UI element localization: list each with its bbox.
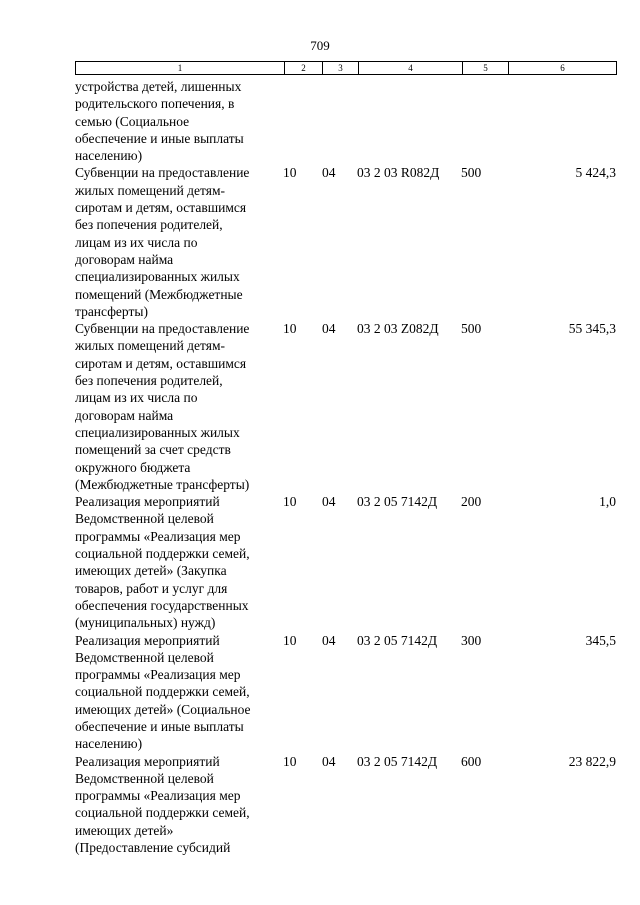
target-article-code: 03 2 05 7142Д (357, 632, 438, 648)
description-line: населению) (75, 736, 143, 752)
description-line: Ведомственной целевой (75, 511, 214, 527)
description-line: программы «Реализация мер (75, 788, 241, 804)
description-line: без попечения родителей, (75, 373, 223, 389)
amount: 5 424,3 (575, 165, 616, 181)
subsection-code: 04 (322, 632, 336, 648)
section-code: 10 (283, 632, 297, 648)
table-row (75, 753, 620, 857)
description-line: обеспечения государственных (75, 597, 249, 613)
description-line: лицам из их числа по (75, 234, 198, 250)
description-line: Реализация мероприятий (75, 494, 220, 510)
description-line: устройства детей, лишенных (75, 79, 242, 94)
subsection-code: 04 (322, 494, 336, 510)
expense-type-code: 500 (461, 165, 482, 181)
description-line: программы «Реализация мер (75, 528, 241, 544)
row-description (75, 320, 280, 493)
description-line: семью (Социальное (75, 113, 190, 129)
description-line: родительского попечения, в (75, 96, 235, 112)
description-line: без попечения родителей, (75, 217, 223, 233)
description-line: населению) (75, 148, 143, 164)
row-description (75, 493, 280, 631)
description-line: (муниципальных) нужд) (75, 615, 216, 631)
description-line: товаров, работ и услуг для (75, 580, 228, 596)
section-code: 10 (283, 321, 297, 337)
description-line: (Межбюджетные трансферты) (75, 476, 250, 492)
expense-type-code: 200 (461, 494, 482, 510)
amount: 1,0 (599, 494, 616, 510)
target-article-code: 03 2 03 R082Д (357, 165, 440, 181)
expense-type-code: 300 (461, 632, 482, 648)
amount: 345,5 (585, 632, 616, 648)
table-row (75, 320, 620, 493)
amount: 55 345,3 (568, 321, 616, 337)
description-line: жилых помещений детям- (75, 338, 226, 354)
description-line: Субвенции на предоставление (75, 321, 250, 337)
description-line: имеющих детей» (75, 822, 174, 838)
description-line: имеющих детей» (Социальное (75, 701, 251, 717)
section-code: 10 (283, 494, 297, 510)
description-line: помещений (Межбюджетные (75, 286, 243, 302)
table-row (75, 164, 620, 320)
description-line: специализированных жилых (75, 424, 240, 440)
row-description (75, 164, 280, 320)
column-header-5: 5 (463, 62, 509, 75)
column-header-row (75, 61, 617, 75)
target-article-code: 03 2 05 7142Д (357, 494, 438, 510)
description-line: окружного бюджета (75, 459, 191, 475)
section-code: 10 (283, 165, 297, 181)
description-line: обеспечение и иные выплаты (75, 130, 244, 146)
description-line: обеспечение и иные выплаты (75, 718, 244, 734)
description-line: помещений за счет средств (75, 442, 231, 458)
row-description (75, 632, 280, 753)
page-number: 709 (310, 38, 330, 53)
description-line: договорам найма (75, 407, 174, 423)
column-header-1: 1 (76, 62, 285, 75)
column-header-3: 3 (323, 62, 359, 75)
expense-type-code: 500 (461, 321, 482, 337)
subsection-code: 04 (322, 753, 336, 769)
description-line: Субвенции на предоставление (75, 165, 250, 181)
description-line: трансферты) (75, 303, 148, 319)
column-header-6: 6 (509, 62, 617, 75)
row-description (75, 753, 280, 857)
description-line: специализированных жилых (75, 269, 240, 285)
table-body (75, 78, 620, 856)
description-line: Ведомственной целевой (75, 649, 214, 665)
description-line: социальной поддержки семей, (75, 546, 250, 562)
description-line: сиротам и детям, оставшимся (75, 200, 247, 216)
description-line: имеющих детей» (Закупка (75, 563, 227, 579)
column-header-4: 4 (359, 62, 463, 75)
subsection-code: 04 (322, 165, 336, 181)
table-row (75, 78, 620, 164)
description-line: социальной поддержки семей, (75, 684, 250, 700)
description-line: лицам из их числа по (75, 390, 198, 406)
target-article-code: 03 2 03 Z082Д (357, 321, 439, 337)
description-line: (Предоставление субсидий (75, 840, 231, 856)
description-line: договорам найма (75, 251, 174, 267)
table-row (75, 493, 620, 631)
table-row (75, 632, 620, 753)
description-line: Реализация мероприятий (75, 753, 220, 769)
description-line: жилых помещений детям- (75, 182, 226, 198)
amount: 23 822,9 (568, 753, 616, 769)
description-line: сиротам и детям, оставшимся (75, 355, 247, 371)
target-article-code: 03 2 05 7142Д (357, 753, 438, 769)
description-line: социальной поддержки семей, (75, 805, 250, 821)
section-code: 10 (283, 753, 297, 769)
expense-type-code: 600 (461, 753, 482, 769)
row-description (75, 78, 280, 164)
column-header-2: 2 (285, 62, 323, 75)
description-line: Ведомственной целевой (75, 770, 214, 786)
description-line: Реализация мероприятий (75, 632, 220, 648)
description-line: программы «Реализация мер (75, 667, 241, 683)
subsection-code: 04 (322, 321, 336, 337)
